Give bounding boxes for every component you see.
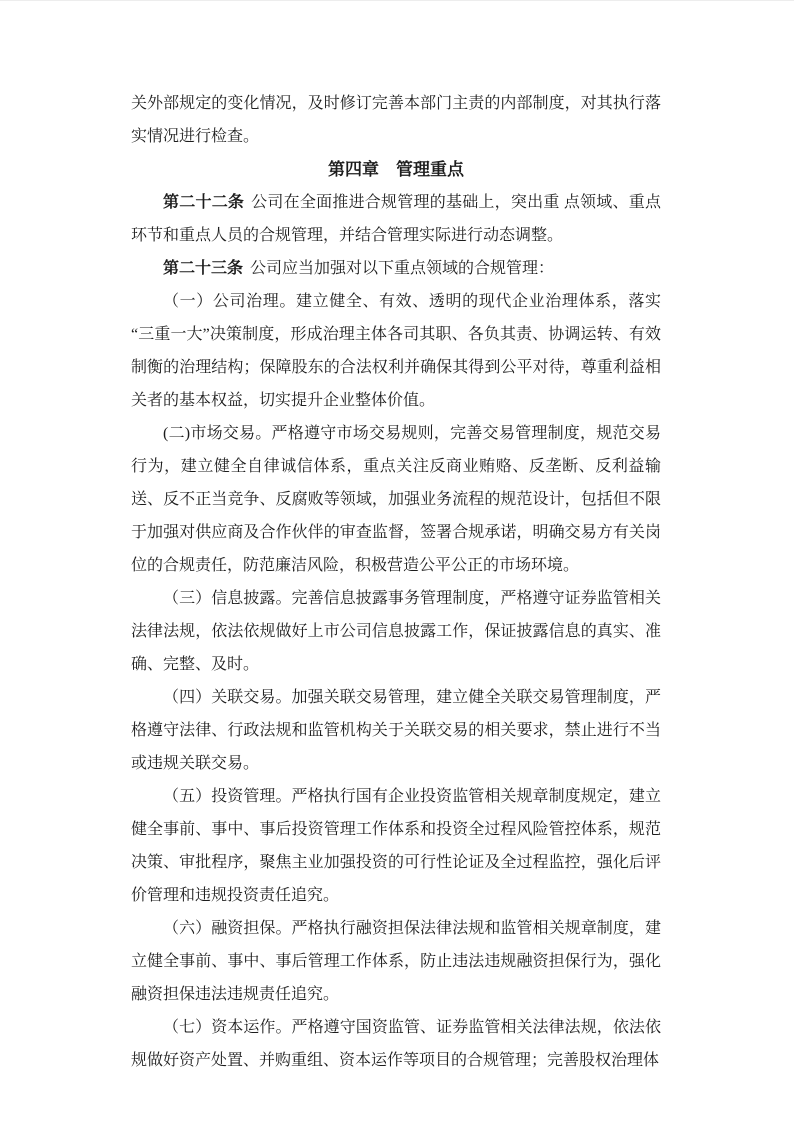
document-body xyxy=(131,87,661,1077)
paragraph-item-3-information-disclosure: （三）信息披露。完善信息披露事务管理制度，严格遵守证券监管相关法律法规，依法依规做好上市公司信息披露工作，保证披露信息的真实、准确、完整、及时。 xyxy=(131,590,661,673)
paragraph-article-22 xyxy=(131,186,661,252)
paragraph-continuation: 关外部规定的变化情况，及时修订完善本部门主责的内部制度，对其执行落实情况进行检查。 xyxy=(131,95,661,145)
paragraph-item-6-financing-guarantee: （六）融资担保。严格执行融资担保法律法规和监管相关规章制度，建立健全事前、事中、事后管理工作体系，防止违法违规融资担保行为，强化融资担保违法违规责任追究。 xyxy=(131,920,661,1003)
paragraph-item-2-market-transactions: (二)市场交易。严格遵守市场交易规则，完善交易管理制度，规范交易行为，建立健全自律诚信体系，重点关注反商业贿赂、反垄断、反利益输送、反不正当竞争、反腐败等领域，加强业务流程的规范设计，包括但不限于加强对供应商及合作伙伴的审查监督，签署合规承诺，明确交易方有关岗位的合规责任，防范廉洁风险，积极营造公平公正的市场环境。 xyxy=(131,425,661,574)
paragraph-item-4-related-transactions: （四）关联交易。加强关联交易管理，建立健全关联交易管理制度，严格遵守法律、行政法规和监管机构关于关联交易的相关要求，禁止进行不当或违规关联交易。 xyxy=(131,689,661,772)
paragraph-item-5-investment-management: （五）投资管理。严格执行国有企业投资监管相关规章制度规定，建立健全事前、事中、事后投资管理工作体系和投资全过程风险管控体系，规范决策、审批程序，聚焦主业加强投资的可行性论证及全过程监控，强化后评价管理和违规投资责任追究。 xyxy=(131,788,661,904)
paragraph-item-1-company-governance: （一）公司治理。建立健全、有效、透明的现代企业治理体系，落实“三重一大”决策制度，形成治理主体各司其职、各负其责、协调运转、有效制衡的治理结构；保障股东的合法权利并确保其得到公平对待，尊重利益相关者的基本权益，切实提升企业整体价值。 xyxy=(131,293,661,409)
article-23-number: 第二十三条 xyxy=(163,260,244,277)
chapter-heading: 第四章 管理重点 xyxy=(328,160,464,179)
article-22-text: 公司在全面推进合规管理的基础上，突出重 点领域、重点环节和重点人员的合规管理，并结合管理实际进行动态调整。 xyxy=(131,194,661,244)
paragraph-article-23 xyxy=(131,252,661,285)
article-23-text: 公司应当加强对以下重点领域的合规管理： xyxy=(250,260,555,277)
article-22-number: 第二十二条 xyxy=(163,194,245,211)
paragraph-item-7-capital-operation: （七）资本运作。严格遵守国资监管、证券监管相关法律法规，依法依规做好资产处置、并购重组、资本运作等项目的合规管理；完善股权治理体 xyxy=(131,1019,661,1069)
